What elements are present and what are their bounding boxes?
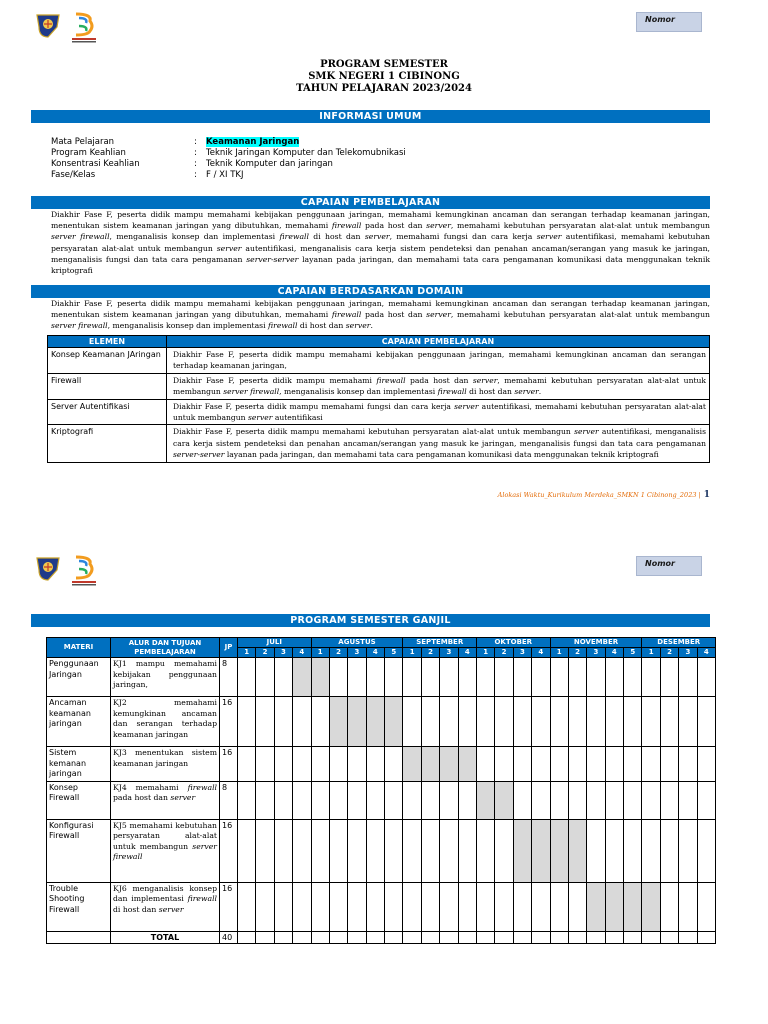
jp-cell: 16 [220,747,238,782]
week-cell [697,819,715,882]
week-cell-scheduled [440,747,458,782]
week-number: 4 [366,648,384,658]
alur-cell: KJ5 memahami kebutuhan persyaratan alat-alat untuk membangun server firewall [111,819,220,882]
week-number: 3 [587,648,605,658]
week-cell [660,882,678,931]
title-line-1: PROGRAM SEMESTER [320,59,448,70]
week-cell [421,658,439,697]
elemen-name: Kriptografi [48,425,167,462]
week-cell [348,658,366,697]
week-cell [605,747,623,782]
materi-cell: Konsep Firewall [47,781,111,819]
week-cell [329,931,347,943]
week-cell [624,819,642,882]
week-cell [458,882,476,931]
week-number: 2 [568,648,586,658]
week-cell [293,781,311,819]
month-header-row [47,638,716,648]
week-cell [274,931,292,943]
header-alur: ALUR DAN TUJUAN PEMBELAJARAN [111,638,220,658]
week-cell [642,781,660,819]
week-cell [587,658,605,697]
month-header: DESEMBER [642,638,716,648]
week-cell [532,781,550,819]
week-cell [421,781,439,819]
page-title [0,59,768,95]
week-cell [329,658,347,697]
week-cell [679,819,697,882]
week-cell [587,781,605,819]
domain-paragraph: Diakhir Fase F, peserta didik mampu memahami kebijakan penggunaan jaringan, memahami kemungkinan ancaman dan serangan terhadap keamanan jaringan, menentukan sistem keamanan jaringan yang dibutuhkan, memahami firewall pada host dan server, memahami kebutuhan persyaratan alat-alat untuk membangun server firewall, menganalisis konsep dan implementasi firewall di host dan server. [51,299,710,331]
table-row [48,348,710,374]
week-cell [624,697,642,747]
elemen-name: Konsep Keamanan JAringan [48,348,167,374]
week-cell-scheduled [366,697,384,747]
week-number: 3 [274,648,292,658]
week-number: 1 [311,648,329,658]
week-cell [568,931,586,943]
title-line-3: TAHUN PELAJARAN 2023/2024 [296,83,472,94]
section-header-capaian: CAPAIAN PEMBELAJARAN [31,196,710,209]
week-cell [587,819,605,882]
berakhlak-logo [70,554,98,588]
week-cell-scheduled [605,882,623,931]
week-cell [329,882,347,931]
week-cell [348,882,366,931]
week-cell [311,882,329,931]
week-cell [660,658,678,697]
week-cell [403,658,421,697]
week-cell [642,931,660,943]
week-cell [513,882,531,931]
table-row [48,399,710,425]
week-cell [403,781,421,819]
week-cell [366,819,384,882]
week-cell-scheduled [477,781,495,819]
week-number: 2 [660,648,678,658]
week-cell [513,781,531,819]
week-cell [679,781,697,819]
week-cell [660,819,678,882]
week-number: 1 [550,648,568,658]
week-cell [348,747,366,782]
total-row [47,931,716,943]
school-crest-logo [35,555,61,581]
month-header: JULI [238,638,312,648]
week-cell [403,931,421,943]
week-number: 5 [385,648,403,658]
week-cell [403,819,421,882]
info-key: Mata Pelajaran [51,137,115,147]
week-cell [403,882,421,931]
week-cell-scheduled [587,882,605,931]
week-number: 1 [477,648,495,658]
title-line-2: SMK NEGERI 1 CIBINONG [308,71,460,82]
alur-cell: KJ3 menentukan sistem keamanan jaringan [111,747,220,782]
week-cell [477,697,495,747]
page-footer [498,490,710,500]
nomor-box [636,556,702,576]
week-cell [238,882,256,931]
week-cell [697,931,715,943]
week-cell [385,819,403,882]
week-cell [532,697,550,747]
week-cell [495,882,513,931]
materi-cell: Ancaman keamanan jaringan [47,697,111,747]
week-cell-scheduled [348,697,366,747]
week-cell [385,931,403,943]
week-number: 5 [624,648,642,658]
week-cell [293,819,311,882]
week-number: 2 [421,648,439,658]
jp-cell: 16 [220,882,238,931]
week-cell [238,747,256,782]
week-cell [605,697,623,747]
week-cell-scheduled [421,747,439,782]
header-materi: MATERI [47,638,111,658]
week-cell-scheduled [293,658,311,697]
week-number: 2 [495,648,513,658]
week-cell [256,747,274,782]
week-cell [550,697,568,747]
week-cell [495,658,513,697]
week-cell [550,781,568,819]
week-cell [697,697,715,747]
week-cell [605,931,623,943]
alur-cell: KJ4 memahami firewall pada host dan server [111,781,220,819]
week-cell [660,931,678,943]
materi-cell: Trouble Shooting Firewall [47,882,111,931]
week-number: 3 [348,648,366,658]
week-cell [274,658,292,697]
info-row-fase-kelas: Fase/Kelas : F / XI TKJ [51,170,244,180]
week-cell [366,931,384,943]
week-cell [513,747,531,782]
week-cell [440,819,458,882]
week-cell [642,658,660,697]
header-jp: JP [220,638,238,658]
week-cell [348,781,366,819]
week-cell-scheduled [568,819,586,882]
week-cell [679,882,697,931]
week-cell [348,931,366,943]
week-cell [568,882,586,931]
week-cell [238,931,256,943]
week-cell [532,931,550,943]
alur-cell: KJ6 menganalisis konsep dan implementasi firewall di host dan server [111,882,220,931]
table-row [47,781,716,819]
week-cell [568,697,586,747]
week-cell [293,931,311,943]
week-cell [458,781,476,819]
week-cell [385,658,403,697]
week-cell [679,697,697,747]
week-cell [477,882,495,931]
week-cell [624,931,642,943]
week-cell [458,697,476,747]
schedule-table [46,637,716,944]
week-cell [329,781,347,819]
week-cell [421,882,439,931]
table-row [47,697,716,747]
table-row [47,882,716,931]
nomor-label: Nomor [645,15,675,24]
week-cell [311,781,329,819]
week-number: 3 [440,648,458,658]
week-number: 4 [697,648,715,658]
week-cell [660,747,678,782]
info-key: Fase/Kelas [51,170,96,180]
materi-cell: Sistem kemanan jaringan [47,747,111,782]
week-cell [238,781,256,819]
week-cell [274,882,292,931]
week-cell-scheduled [329,697,347,747]
table-row [47,747,716,782]
week-cell [274,781,292,819]
month-header: SEPTEMBER [403,638,477,648]
info-row-program-keahlian: Program Keahlian : Teknik Jaringan Komputer dan Telekomubnikasi [51,148,406,158]
capaian-paragraph: Diakhir Fase F, peserta didik mampu memahami kebijakan penggunaan jaringan, memahami kemungkinan ancaman dan serangan terhadap keamanan jaringan, menentukan sistem keamanan jaringan yang dibutuhkan, memahami firewall pada host dan server, memahami kebutuhan persyaratan alat-alat untuk membangun server firewall, menganalisis konsep dan implementasi firewall di host dan server, memahami fungsi dan cara kerja server autentifikasi, memahami kebutuhan persyaratan alat-alat untuk membangun server autentifikasi, menganalisis cara kerja sistem pendeteksi dan penahan ancaman/serangan yang masuk ke jaringan, menganalisis fungsi dan tata cara pengamanan server-server layanan pada jaringan, dan memahami tata cara pengamanan komunikasi data menggunakan teknik kriptografi [51,210,710,276]
elemen-description: Diakhir Fase F, peserta didik mampu memahami firewall pada host dan server, memahami kebutuhan persyaratan alat-alat untuk membangun server firewall, menganalisis konsep dan implementasi firewall di host dan server. [167,373,710,399]
week-cell [421,819,439,882]
week-number: 4 [532,648,550,658]
week-cell [495,819,513,882]
week-number: 4 [293,648,311,658]
elemen-description: Diakhir Fase F, peserta didik mampu memahami kebutuhan persyaratan alat-alat untuk membangun server autentifikasi, menganalisis cara kerja sistem pendeteksi dan penahan ancaman/serangan yang masuk ke jaringan, menganalisis fungsi dan tata cara pengamanan server-server layanan pada jaringan, dan memahami tata cara pengamanan komunikasi data menggunakan teknik kriptografi [167,425,710,462]
alur-cell: KJ2 memahami kemungkinan ancaman dan serangan terhadap keamanan jaringan [111,697,220,747]
header-elemen: ELEMEN [48,336,167,348]
week-cell [605,781,623,819]
alur-cell: KJ1 mampu memahami kebijakan penggunaan jaringan, [111,658,220,697]
school-crest-logo [35,12,61,38]
week-cell [550,931,568,943]
week-cell [642,819,660,882]
week-number: 4 [458,648,476,658]
week-cell-scheduled [624,882,642,931]
week-cell-scheduled [513,819,531,882]
month-header: AGUSTUS [311,638,403,648]
week-cell [568,658,586,697]
month-header: OKTOBER [477,638,551,648]
week-cell [532,658,550,697]
week-cell [458,658,476,697]
week-cell-scheduled [642,882,660,931]
week-cell [605,819,623,882]
week-cell [403,697,421,747]
total-empty [47,931,111,943]
info-key: Konsentrasi Keahlian [51,159,140,169]
week-cell [624,781,642,819]
week-cell [679,747,697,782]
week-cell [697,658,715,697]
week-cell [311,747,329,782]
info-value: F / XI TKJ [206,170,244,180]
month-header: NOVEMBER [550,638,642,648]
week-cell [513,697,531,747]
info-value: Teknik Komputer dan jaringan [206,159,333,169]
week-cell [697,747,715,782]
week-cell [366,658,384,697]
week-cell-scheduled [311,658,329,697]
week-cell [495,697,513,747]
week-cell [440,781,458,819]
week-cell [495,747,513,782]
week-number: 1 [238,648,256,658]
week-cell [477,931,495,943]
table-row [48,373,710,399]
elemen-table [47,335,710,463]
week-cell [477,747,495,782]
week-cell [458,819,476,882]
week-cell [532,747,550,782]
week-cell [385,781,403,819]
week-cell [568,781,586,819]
section-header-semester-ganjil: PROGRAM SEMESTER GANJIL [31,614,710,627]
week-cell [238,658,256,697]
week-cell [679,931,697,943]
week-cell [293,747,311,782]
week-cell [256,819,274,882]
week-cell [568,747,586,782]
jp-cell: 16 [220,697,238,747]
week-cell-scheduled [495,781,513,819]
week-cell [477,819,495,882]
week-cell [311,697,329,747]
info-value-highlighted: Keamanan Jaringan [206,137,300,147]
jp-cell: 16 [220,819,238,882]
elemen-name: Server Autentifikasi [48,399,167,425]
week-cell [385,747,403,782]
week-cell [274,819,292,882]
nomor-box [636,12,702,32]
week-cell [679,658,697,697]
week-cell-scheduled [550,819,568,882]
total-label: TOTAL [111,931,220,943]
week-cell [660,781,678,819]
week-cell [642,747,660,782]
week-cell [421,697,439,747]
elemen-description: Diakhir Fase F, peserta didik mampu memahami kebijakan penggunaan jaringan, memahami kemungkinan ancaman dan serangan terhadap keamanan jaringan, [167,348,710,374]
week-cell [550,747,568,782]
week-cell [495,931,513,943]
week-cell-scheduled [532,819,550,882]
table-row [47,658,716,697]
week-cell [587,931,605,943]
week-cell [366,882,384,931]
materi-cell: Konfigurasi Firewall [47,819,111,882]
info-key: Program Keahlian [51,148,126,158]
elemen-name: Firewall [48,373,167,399]
week-cell [256,658,274,697]
week-cell [624,658,642,697]
week-number: 2 [329,648,347,658]
week-cell [293,882,311,931]
week-cell [587,747,605,782]
week-cell [513,931,531,943]
page-number: 1 [703,490,710,500]
week-cell [477,658,495,697]
section-header-informasi-umum: INFORMASI UMUM [31,110,710,123]
week-cell [256,931,274,943]
week-cell [458,931,476,943]
week-cell-scheduled [385,697,403,747]
footer-text: Alokasi Waktu_Kurikulum Merdeka_SMKN 1 Cibinong_2023 | [497,491,701,499]
week-cell [624,747,642,782]
week-number: 1 [642,648,660,658]
week-cell [440,697,458,747]
week-number: 1 [403,648,421,658]
week-cell [311,931,329,943]
week-cell [421,931,439,943]
week-cell [274,697,292,747]
week-cell [366,747,384,782]
table-row [47,819,716,882]
info-row-mata-pelajaran: Mata Pelajaran : Keamanan Jaringan [51,137,300,147]
week-cell [329,747,347,782]
week-cell-scheduled [403,747,421,782]
week-cell [311,819,329,882]
week-cell [513,658,531,697]
week-cell [238,697,256,747]
week-cell [293,697,311,747]
week-cell [550,658,568,697]
week-number: 3 [679,648,697,658]
week-cell [660,697,678,747]
total-jp: 40 [220,931,238,943]
table-row [48,425,710,462]
week-cell [256,697,274,747]
week-cell [697,882,715,931]
week-cell [532,882,550,931]
week-cell [605,658,623,697]
week-cell [440,931,458,943]
week-cell [256,781,274,819]
elemen-table-header [48,336,710,348]
jp-cell: 8 [220,781,238,819]
week-number: 4 [605,648,623,658]
week-cell [697,781,715,819]
week-cell [440,658,458,697]
header-capaian: CAPAIAN PEMBELAJARAN [167,336,710,348]
week-cell [238,819,256,882]
week-cell-scheduled [458,747,476,782]
info-row-konsentrasi: Konsentrasi Keahlian : Teknik Komputer dan jaringan [51,159,333,169]
week-number: 3 [513,648,531,658]
materi-cell: Penggunaan Jaringan [47,658,111,697]
week-cell [274,747,292,782]
week-cell [385,882,403,931]
nomor-label: Nomor [645,559,675,568]
berakhlak-logo [70,11,98,45]
week-cell [440,882,458,931]
week-cell [550,882,568,931]
info-value: Teknik Jaringan Komputer dan Telekomubnikasi [206,148,406,158]
week-cell [256,882,274,931]
week-number: 2 [256,648,274,658]
week-cell [329,819,347,882]
jp-cell: 8 [220,658,238,697]
week-cell [642,697,660,747]
week-cell [366,781,384,819]
section-header-domain: CAPAIAN BERDASARKAN DOMAIN [31,285,710,298]
week-cell [587,697,605,747]
week-cell [348,819,366,882]
elemen-description: Diakhir Fase F, peserta didik mampu memahami fungsi dan cara kerja server autentifikasi, memahami kebutuhan persyaratan alat-alat untuk membangun server autentifikasi [167,399,710,425]
